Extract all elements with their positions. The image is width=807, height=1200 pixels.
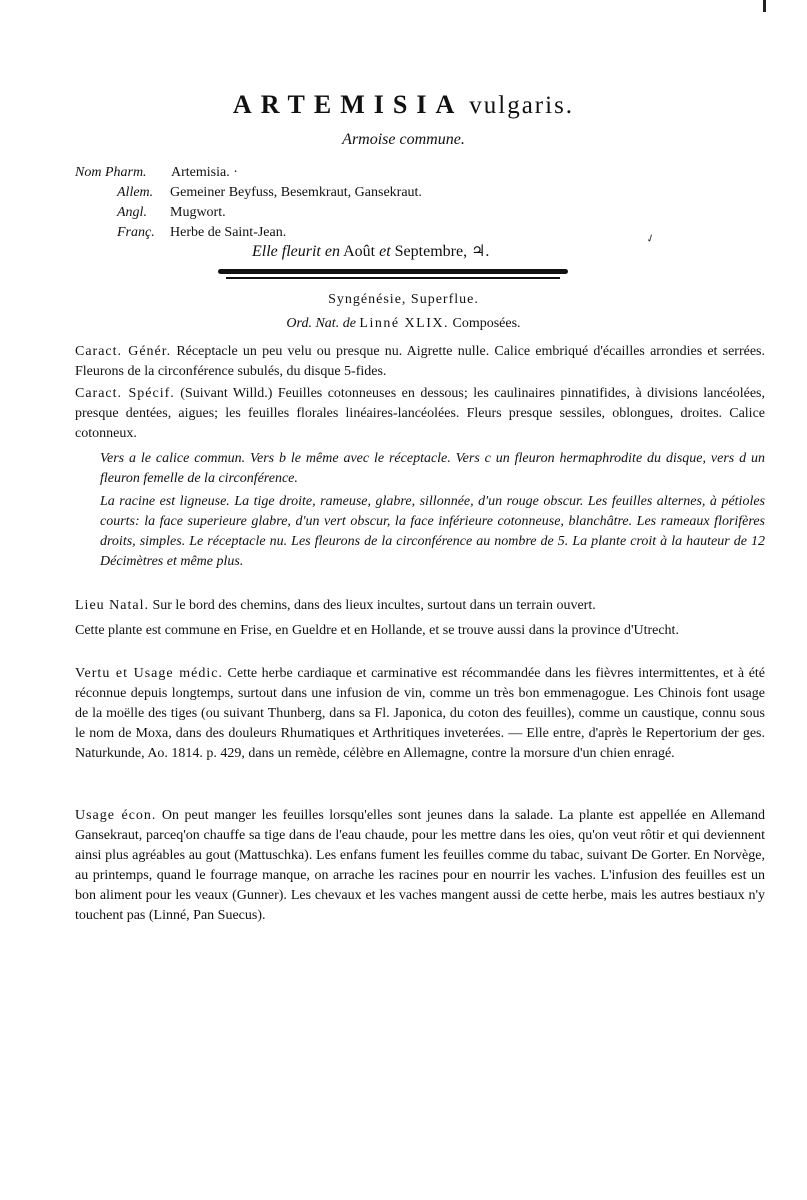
flowering-prefix: Elle fleurit en [252,243,340,260]
name-value: Mugwort. [170,205,226,220]
paragraph-lead: Lieu Natal. [75,598,149,613]
divider-thin-line [226,277,560,279]
name-key: Angl. [117,205,147,220]
title-species: vulgaris. [469,92,575,119]
habitat-paragraph [75,596,765,616]
flowering-month2: Septembre, ♃. [394,243,490,260]
name-row-angl [75,203,422,223]
figure-legend-paragraph: Vers a le calice commun. Vers b le même avec le réceptacle. Vers c un fleuron hermaphrodite du disque, vers d un fleuron femelle de la circonférence. [100,451,765,486]
medicinal-use-paragraph [75,664,765,764]
name-key: Allem. [117,185,154,200]
natural-order-family: Composées. [452,316,521,331]
name-key: Nom Pharm. [75,165,147,180]
page-title [0,90,807,120]
flowering-month1: Août [343,243,376,260]
stray-ink-mark: ✓ [644,231,658,247]
page-edge-mark [763,0,766,12]
name-value: Gemeiner Beyfuss, Besemkraut, Gansekraut. [170,185,422,200]
classification-line: Syngénésie, Superflue. [328,292,479,307]
description-paragraph: La racine est ligneuse. La tige droite, rameuse, glabre, sillonnée, d'un rouge obscur. Les feuilles alternes, à pétioles courts: la face superieure glabre, d'un vert obscur, la face inférieure cotonneuse, blanchâtre. Les rameaux florifères droits, simples. Le réceptacle nu. Les fleurons de la circonférence au nombre de 5. La plante croit à la hauteur de 12 Décimètres et même plus. [100,494,765,569]
paragraph-text: (Suivant Willd.) Feuilles cotonneuses en dessous; les caulinaires pinnatifides, à divisions lancéolées, presque dentées, aigues; les feuilles florales linéaires-lancéolées. Fleurs presque sessiles, oblongues, droites. Calice cotonneux. [75,386,766,441]
title-genus: ARTEMISIA [232,90,464,119]
paragraph-text: Cette herbe cardiaque et carminative est récommandée dans les fièvres intermittentes, et à été réconnue depuis longtemps, surtout dans une infusion de vin, comme un très bon emmenagogue. Les Chinois font usage de la moëlle des tiges (ou suivant Thunberg, dans sa Fl. Japonica, du coton des feuilles), comme un caustique, connu sous le nom de Moxa, dans des douleurs Rhumatiques et Arthritiques inveterées. — Elle entre, d'après le Repertorium der ges. Naturkunde, Ao. 1814. p. 429, dans un remède, célèbre en Allemagne, contre la morsure d'un chien enragé. [75,666,766,761]
paragraph-lead: Caract. Spécif. [75,386,175,401]
natural-order-line [0,316,807,332]
paragraph-text: Réceptacle un peu velu ou presque nu. Aigrette nulle. Calice embriqué d'écailles arrondies et serrées. Fleurons de la circonférence subulés, du disque 5-fides. [75,344,765,379]
name-value: Artemisia. · [171,165,238,180]
specific-characters-paragraph [75,384,765,444]
name-key: Franç. [117,225,155,240]
natural-order-author: Linné XLIX. [359,316,449,331]
flowering-conj: et [379,243,391,260]
name-row-franc [75,223,422,243]
name-row-pharm [75,163,422,183]
generic-characters-paragraph [75,342,765,382]
flowering-line [252,241,489,261]
economic-use-paragraph [75,806,765,926]
paragraph-text: On peut manger les feuilles lorsqu'elles sont jeunes dans la salade. La plante est appellée en Allemand Gansekraut, parceq'on chauffe sa tige dans de l'eau chaude, pour les mettre dans les oies, qu'on veut rôtir et qui deviennent ainsi plus agréables au gout (Mattuschka). Les enfans fument les feuilles comme du tabac, suivant De Gorter. En Norvège, au printemps, quand le fourrage manque, on arrache les racines pour en nourrir les vaches. L'infusion des feuilles est un bon aliment pour les veaux (Gunner). Les chevaux et les vaches mangent aussi de cette herbe, mais les autres bestiaux n'y touchent pas (Linné, Pan Suecus). [75,808,765,923]
natural-order-label: Ord. Nat. de [286,316,356,331]
paragraph-lead: Caract. Génér. [75,344,172,359]
vernacular-names [75,163,422,243]
divider-thick-line [218,269,568,274]
name-value: Herbe de Saint-Jean. [170,225,287,240]
section-divider [218,269,568,279]
distribution-paragraph: Cette plante est commune en Frise, en Gueldre et en Hollande, et se trouve aussi dans la province d'Utrecht. [75,623,679,638]
paragraph-text: Sur le bord des chemins, dans des lieux incultes, surtout dans un terrain ouvert. [152,598,596,613]
name-row-allem [75,183,422,203]
paragraph-lead: Vertu et Usage médic. [75,666,223,681]
page-subtitle: Armoise commune. [342,131,465,148]
paragraph-lead: Usage écon. [75,808,157,823]
